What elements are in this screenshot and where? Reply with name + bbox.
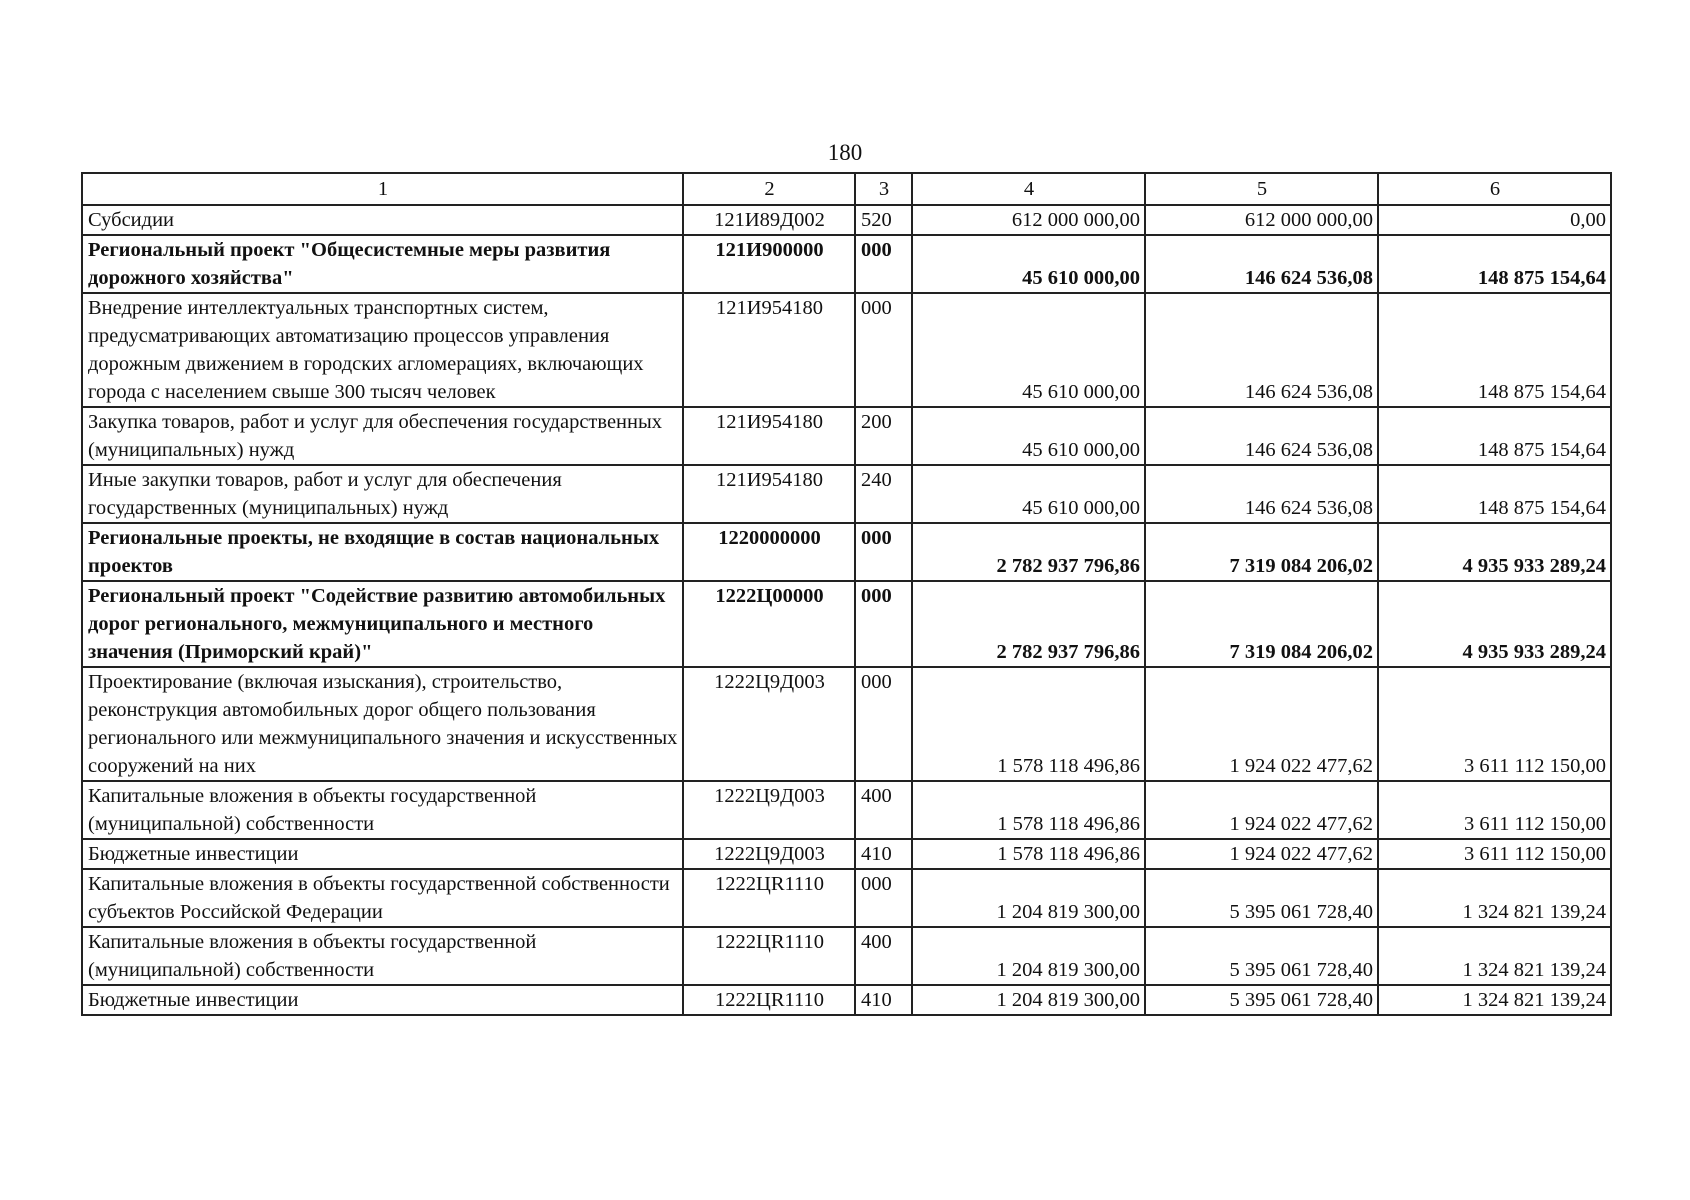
row-value-4-cell: 45 610 000,00 <box>912 235 1145 293</box>
row-code-cell: 121И954180 <box>683 465 855 523</box>
table-row <box>82 581 1611 667</box>
budget-table <box>81 172 1612 1016</box>
row-value-4-cell: 612 000 000,00 <box>912 205 1145 235</box>
row-value-4-cell: 1 204 819 300,00 <box>912 985 1145 1015</box>
row-name-cell: Проектирование (включая изыскания), строительство, реконструкция автомобильных дорог общего пользования регионального или межмуниципального значения и искусственных сооружений на них <box>82 667 683 781</box>
table-row <box>82 293 1611 407</box>
row-value-5-cell: 5 395 061 728,40 <box>1145 927 1378 985</box>
row-code-cell: 1222Ц00000 <box>683 581 855 667</box>
row-name-cell: Региональный проект "Общесистемные меры развития дорожного хозяйства" <box>82 235 683 293</box>
header-cell: 3 <box>855 173 912 205</box>
row-value-4-cell: 1 204 819 300,00 <box>912 927 1145 985</box>
header-cell: 5 <box>1145 173 1378 205</box>
row-value-4-cell: 1 578 118 496,86 <box>912 781 1145 839</box>
row-value-5-cell: 146 624 536,08 <box>1145 407 1378 465</box>
row-code-cell: 121И89Д002 <box>683 205 855 235</box>
header-cell: 6 <box>1378 173 1611 205</box>
table-row <box>82 869 1611 927</box>
row-type-cell: 410 <box>855 839 912 869</box>
row-type-cell: 000 <box>855 235 912 293</box>
table-row <box>82 781 1611 839</box>
row-value-4-cell: 1 578 118 496,86 <box>912 667 1145 781</box>
table-row <box>82 205 1611 235</box>
row-name-cell: Капитальные вложения в объекты государственной (муниципальной) собственности <box>82 781 683 839</box>
row-value-6-cell: 4 935 933 289,24 <box>1378 523 1611 581</box>
row-code-cell: 121И954180 <box>683 407 855 465</box>
row-type-cell: 000 <box>855 523 912 581</box>
row-name-cell: Региональные проекты, не входящие в состав национальных проектов <box>82 523 683 581</box>
table-row <box>82 523 1611 581</box>
row-type-cell: 000 <box>855 581 912 667</box>
row-type-cell: 000 <box>855 869 912 927</box>
row-name-cell: Внедрение интеллектуальных транспортных систем, предусматривающих автоматизацию процессов управления дорожным движением в городских агломерациях, включающих города с населением свыше 300 тысяч человек <box>82 293 683 407</box>
table-row <box>82 235 1611 293</box>
row-value-5-cell: 5 395 061 728,40 <box>1145 869 1378 927</box>
row-value-6-cell: 3 611 112 150,00 <box>1378 667 1611 781</box>
row-type-cell: 200 <box>855 407 912 465</box>
header-cell: 2 <box>683 173 855 205</box>
row-value-4-cell: 2 782 937 796,86 <box>912 581 1145 667</box>
table-row <box>82 927 1611 985</box>
row-value-6-cell: 148 875 154,64 <box>1378 465 1611 523</box>
row-type-cell: 400 <box>855 927 912 985</box>
row-code-cell: 1222ЦR1110 <box>683 985 855 1015</box>
row-name-cell: Капитальные вложения в объекты государственной (муниципальной) собственности <box>82 927 683 985</box>
row-code-cell: 1222Ц9Д003 <box>683 839 855 869</box>
row-value-5-cell: 612 000 000,00 <box>1145 205 1378 235</box>
row-type-cell: 240 <box>855 465 912 523</box>
row-name-cell: Субсидии <box>82 205 683 235</box>
row-value-5-cell: 7 319 084 206,02 <box>1145 581 1378 667</box>
row-value-6-cell: 3 611 112 150,00 <box>1378 839 1611 869</box>
row-value-4-cell: 1 578 118 496,86 <box>912 839 1145 869</box>
row-value-5-cell: 1 924 022 477,62 <box>1145 839 1378 869</box>
row-type-cell: 000 <box>855 667 912 781</box>
row-value-6-cell: 4 935 933 289,24 <box>1378 581 1611 667</box>
row-value-5-cell: 1 924 022 477,62 <box>1145 781 1378 839</box>
page-number: 180 <box>827 140 863 165</box>
row-value-6-cell: 1 324 821 139,24 <box>1378 927 1611 985</box>
row-code-cell: 1222ЦR1110 <box>683 927 855 985</box>
table-row <box>82 667 1611 781</box>
row-value-6-cell: 0,00 <box>1378 205 1611 235</box>
row-value-6-cell: 1 324 821 139,24 <box>1378 869 1611 927</box>
row-value-5-cell: 146 624 536,08 <box>1145 235 1378 293</box>
row-value-4-cell: 45 610 000,00 <box>912 407 1145 465</box>
row-value-4-cell: 1 204 819 300,00 <box>912 869 1145 927</box>
row-code-cell: 1220000000 <box>683 523 855 581</box>
table-row <box>82 465 1611 523</box>
row-value-5-cell: 1 924 022 477,62 <box>1145 667 1378 781</box>
row-value-6-cell: 1 324 821 139,24 <box>1378 985 1611 1015</box>
row-value-6-cell: 148 875 154,64 <box>1378 293 1611 407</box>
header-cell: 4 <box>912 173 1145 205</box>
row-name-cell: Закупка товаров, работ и услуг для обеспечения государственных (муниципальных) нужд <box>82 407 683 465</box>
row-name-cell: Бюджетные инвестиции <box>82 985 683 1015</box>
row-value-5-cell: 7 319 084 206,02 <box>1145 523 1378 581</box>
row-code-cell: 1222Ц9Д003 <box>683 667 855 781</box>
row-value-4-cell: 2 782 937 796,86 <box>912 523 1145 581</box>
row-value-5-cell: 5 395 061 728,40 <box>1145 985 1378 1015</box>
row-code-cell: 121И954180 <box>683 293 855 407</box>
row-value-5-cell: 146 624 536,08 <box>1145 293 1378 407</box>
row-name-cell: Бюджетные инвестиции <box>82 839 683 869</box>
row-code-cell: 121И900000 <box>683 235 855 293</box>
row-value-6-cell: 148 875 154,64 <box>1378 407 1611 465</box>
row-type-cell: 410 <box>855 985 912 1015</box>
row-value-5-cell: 146 624 536,08 <box>1145 465 1378 523</box>
row-value-6-cell: 3 611 112 150,00 <box>1378 781 1611 839</box>
row-name-cell: Капитальные вложения в объекты государственной собственности субъектов Российской Федерации <box>82 869 683 927</box>
table-row <box>82 985 1611 1015</box>
header-cell: 1 <box>82 173 683 205</box>
row-code-cell: 1222ЦR1110 <box>683 869 855 927</box>
table-header-row <box>82 173 1611 205</box>
row-type-cell: 400 <box>855 781 912 839</box>
row-type-cell: 000 <box>855 293 912 407</box>
row-code-cell: 1222Ц9Д003 <box>683 781 855 839</box>
table-row <box>82 839 1611 869</box>
row-value-4-cell: 45 610 000,00 <box>912 465 1145 523</box>
row-value-4-cell: 45 610 000,00 <box>912 293 1145 407</box>
row-name-cell: Региональный проект "Содействие развитию автомобильных дорог регионального, межмуниципального и местного значения (Приморский край)" <box>82 581 683 667</box>
table-row <box>82 407 1611 465</box>
row-value-6-cell: 148 875 154,64 <box>1378 235 1611 293</box>
row-name-cell: Иные закупки товаров, работ и услуг для обеспечения государственных (муниципальных) нужд <box>82 465 683 523</box>
row-type-cell: 520 <box>855 205 912 235</box>
